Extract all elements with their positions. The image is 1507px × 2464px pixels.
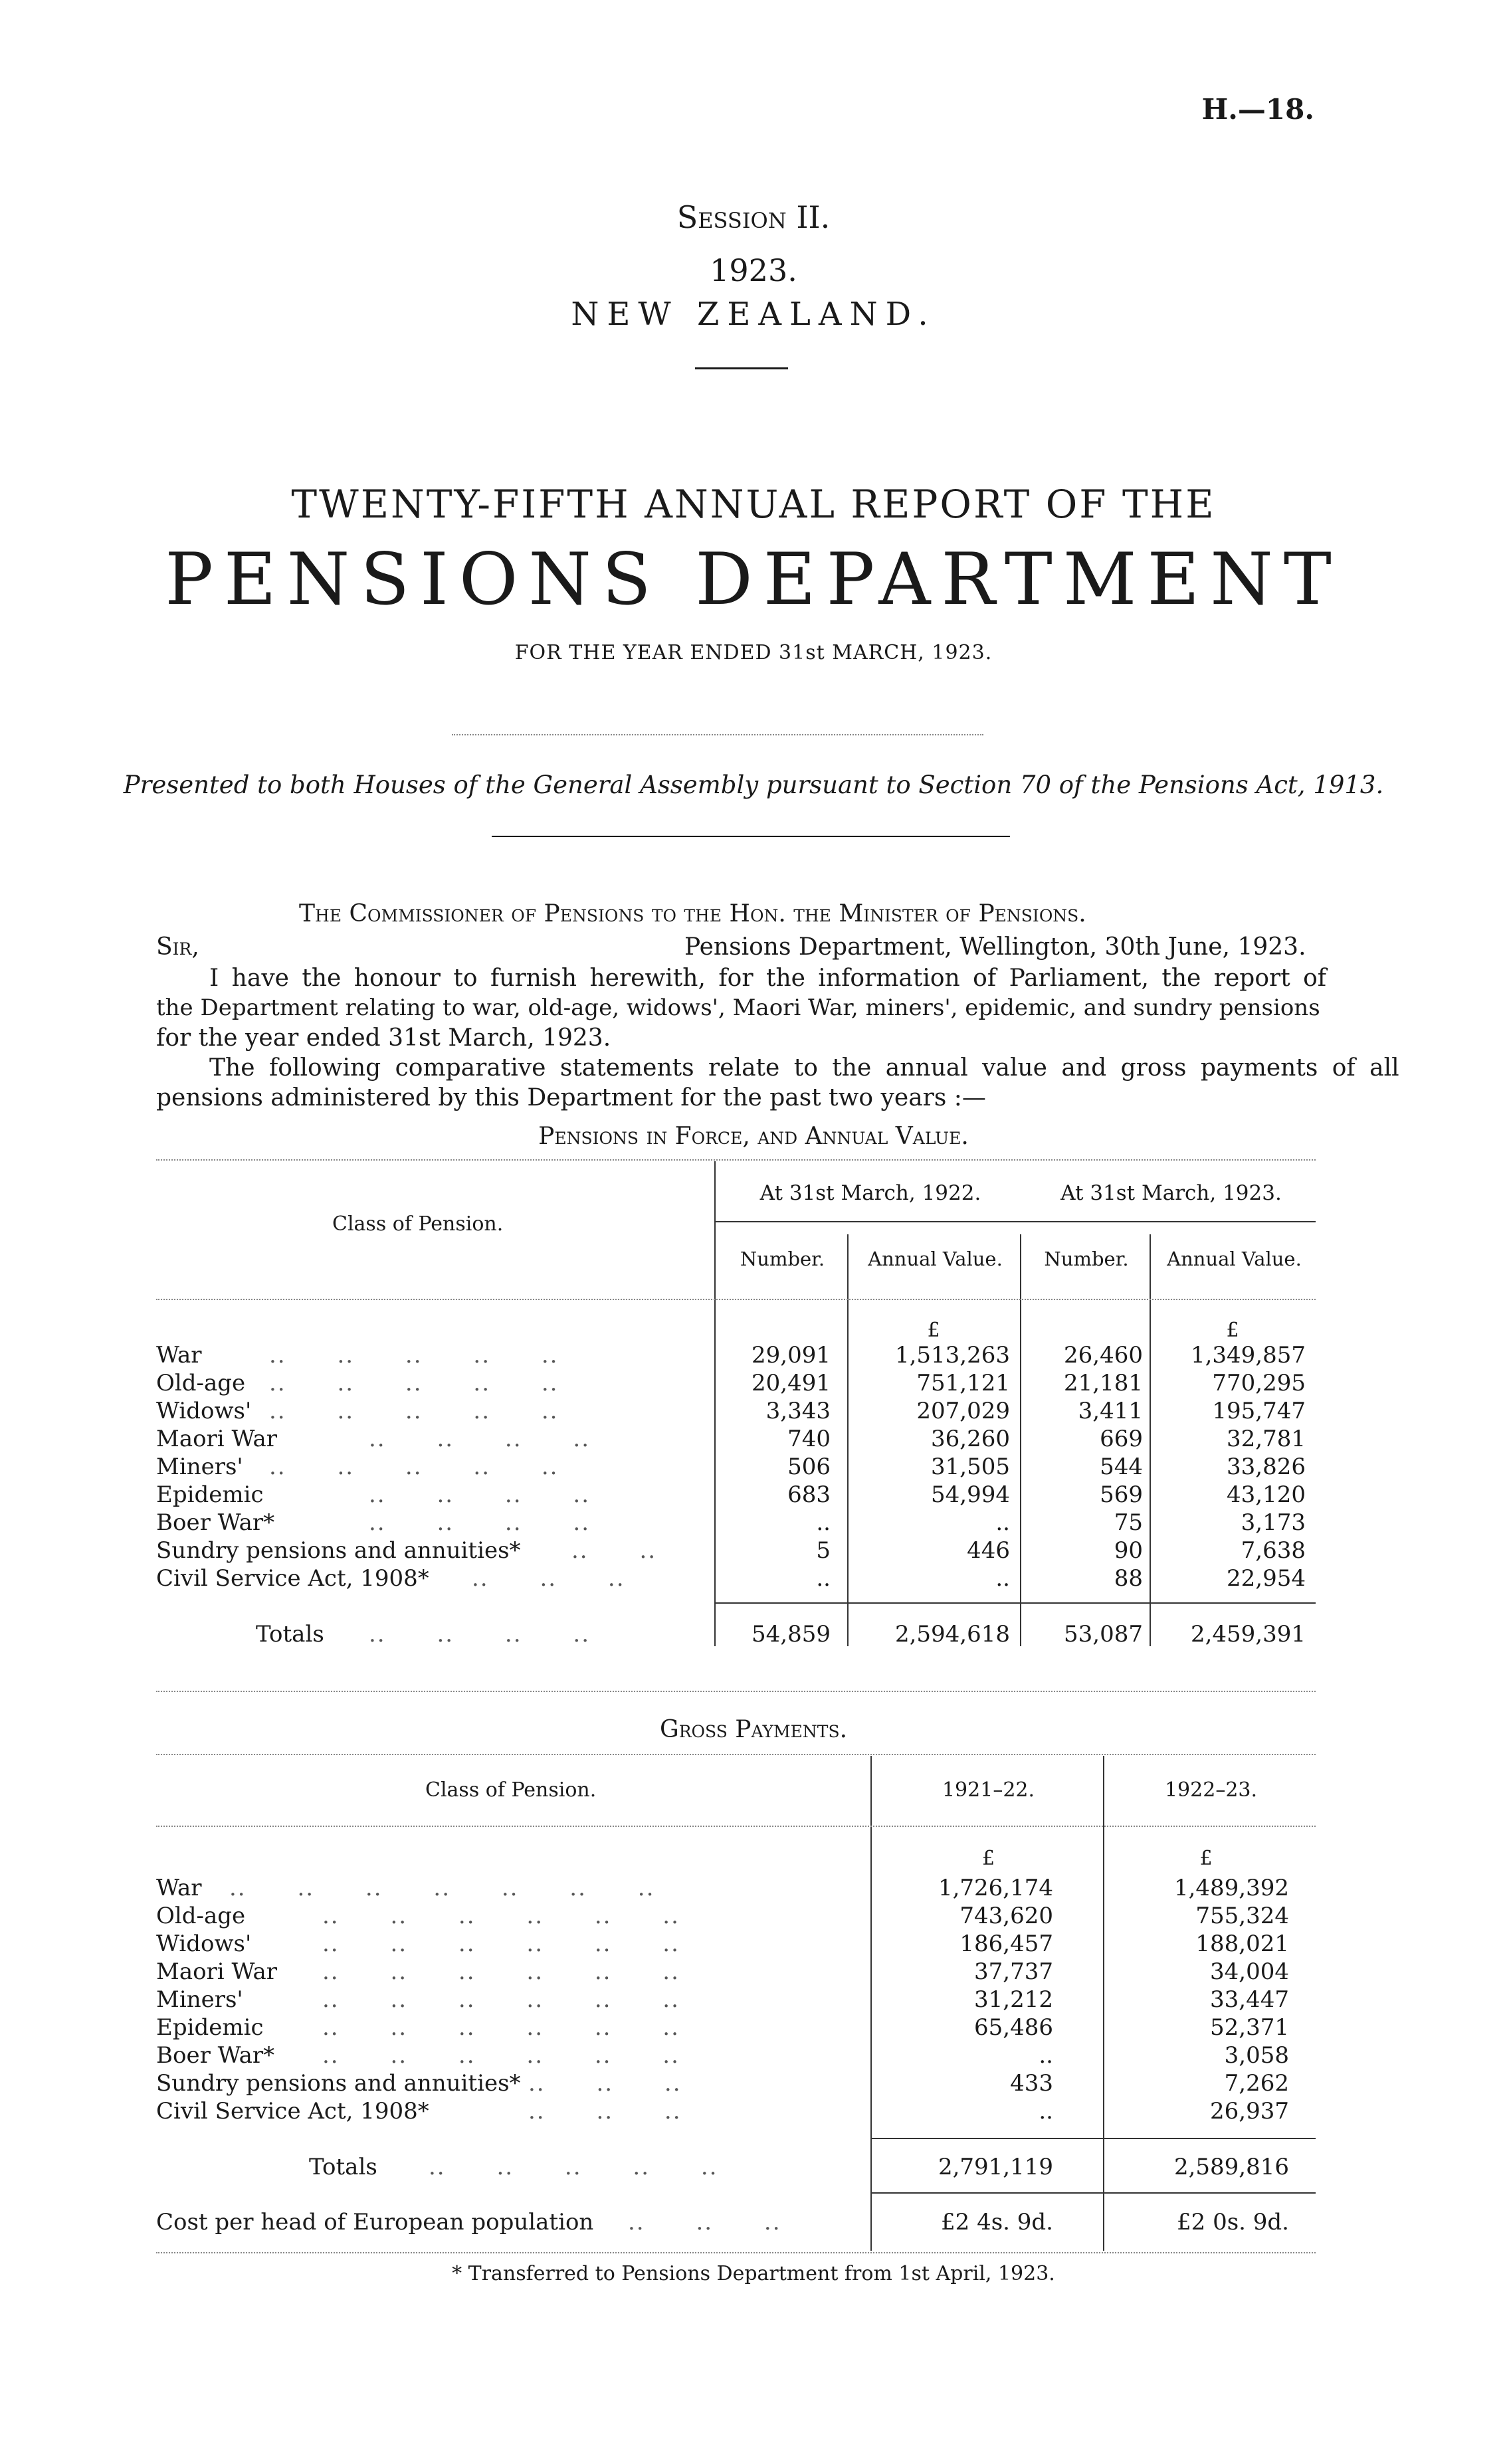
footnote: * Transferred to Pensions Department from 1st April, 1923.: [452, 2262, 1055, 2285]
table2-value-1921-22: ..: [1039, 2098, 1053, 2125]
table1-value-1923: 33,826: [1227, 1454, 1306, 1480]
table1-number-1923: 3,411: [1078, 1398, 1143, 1424]
table2-cost-label: Cost per head of European population: [156, 2209, 594, 2235]
table1-col-number-1923: Number.: [1044, 1248, 1129, 1270]
table2-value-1921-22: 186,457: [959, 1931, 1053, 1957]
table1-value-1922: ..: [995, 1565, 1010, 1592]
table2-value-1922-23: 1,489,392: [1173, 1875, 1289, 1901]
table1-row-label: Civil Service Act, 1908*: [156, 1565, 429, 1592]
table1-row-label: Boer War*: [156, 1509, 275, 1536]
table2-totals-label: Totals: [309, 2154, 377, 2180]
table1-col-number-1922: Number.: [740, 1248, 825, 1270]
table1-value-1922: ..: [995, 1509, 1010, 1536]
presented-note: Presented to both Houses of the General Assembly pursuant to Section 70 of the Pensions Act, 1913.: [123, 771, 1384, 799]
table2-value-1921-22: 433: [1010, 2070, 1053, 2097]
header-divider: [695, 367, 788, 369]
table1-value-1923: 195,747: [1212, 1398, 1306, 1424]
table1-value-1922: 54,994: [931, 1481, 1010, 1508]
table1-total-number-1923: 53,087: [1064, 1621, 1143, 1648]
table1-value-1922: 207,029: [916, 1398, 1010, 1424]
document-reference: H.—18.: [1201, 93, 1314, 126]
table2-value-1922-23: 33,447: [1210, 1986, 1289, 2013]
table2-value-1921-22: 65,486: [974, 2014, 1053, 2041]
table2-value-1921-22: 743,620: [959, 1903, 1053, 1929]
table2-row-label: Maori War: [156, 1958, 278, 1985]
table2-value-1922-23: 26,937: [1210, 2098, 1289, 2125]
title-line-3: FOR THE YEAR ENDED 31st MARCH, 1923.: [514, 641, 993, 664]
table1-number-1922: 5: [816, 1537, 831, 1564]
table2-currency-1921-22: £: [981, 1847, 995, 1870]
table2-value-1922-23: 7,262: [1224, 2070, 1289, 2097]
table2-row-label: Old-age: [156, 1903, 246, 1929]
table1-totals-rule: [714, 1602, 1316, 1604]
table1-number-1922: 740: [787, 1426, 831, 1452]
country-name: NEW ZEALAND.: [571, 296, 936, 333]
table2-row-label: Civil Service Act, 1908*: [156, 2098, 429, 2125]
table1-currency-1923: £: [1226, 1319, 1239, 1342]
table1-number-1922: ..: [816, 1565, 831, 1592]
table2-class-header: Class of Pension.: [425, 1778, 597, 1802]
table1-value-1923: 22,954: [1227, 1565, 1306, 1592]
letter-address: The Commissioner of Pensions to the Hon. the Minister of Pensions.: [299, 900, 1086, 927]
table1-divider: [1150, 1234, 1151, 1646]
table1-row-label: Widows': [156, 1398, 252, 1424]
table1-top-rule: [156, 1159, 1316, 1161]
table2-total-1922-23: 2,589,816: [1173, 2154, 1289, 2180]
title-divider: [452, 734, 983, 735]
table1-number-1923: 669: [1100, 1426, 1143, 1452]
table2-divider: [870, 1756, 872, 2251]
table1-bottom-rule: [156, 1691, 1316, 1692]
table2-value-1922-23: 3,058: [1224, 2042, 1289, 2069]
table1-group-rule: [714, 1221, 1316, 1222]
table1-value-1923: 32,781: [1227, 1426, 1306, 1452]
table2-divider: [1103, 1756, 1104, 2251]
table1-number-1922: 3,343: [765, 1398, 831, 1424]
table1-class-header: Class of Pension.: [332, 1212, 504, 1236]
table1-value-1922: 1,513,263: [894, 1342, 1010, 1369]
table2-value-1921-22: 1,726,174: [938, 1875, 1053, 1901]
table1-value-1922: 446: [967, 1537, 1010, 1564]
table1-number-1922: 506: [787, 1454, 831, 1480]
table1-number-1922: 20,491: [752, 1370, 831, 1396]
table2-value-1922-23: 34,004: [1210, 1958, 1289, 1985]
table1-value-1922: 751,121: [916, 1370, 1010, 1396]
table1-number-1923: 88: [1114, 1565, 1143, 1592]
table1-value-1923: 770,295: [1212, 1370, 1306, 1396]
report-year: 1923.: [710, 252, 797, 288]
table2-cost-1921-22: £2 4s. 9d.: [941, 2209, 1053, 2235]
table2-title: Gross Payments.: [659, 1716, 848, 1743]
table1-value-1923: 3,173: [1241, 1509, 1306, 1536]
table1-number-1923: 569: [1100, 1481, 1143, 1508]
table2-value-1922-23: 188,021: [1195, 1931, 1289, 1957]
table1-value-1923: 7,638: [1241, 1537, 1306, 1564]
table1-value-1922: 36,260: [931, 1426, 1010, 1452]
table2-cost-rule: [870, 2192, 1316, 2194]
table1-number-1923: 21,181: [1064, 1370, 1143, 1396]
letter-paragraph-2-line-1: The following comparative statements relate to the annual value and gross payments of all: [209, 1054, 1399, 1082]
table2-value-1921-22: 31,212: [974, 1986, 1053, 2013]
table1-totals-label: Totals: [256, 1621, 324, 1648]
table2-cost-1922-23: £2 0s. 9d.: [1177, 2209, 1289, 2235]
table2-row-label: Epidemic: [156, 2014, 264, 2041]
session-label: Session II.: [676, 199, 831, 235]
letter-paragraph-1-line-3: for the year ended 31st March, 1923.: [156, 1024, 611, 1052]
table2-bottom-rule: [156, 2252, 1316, 2253]
table2-total-1921-22: 2,791,119: [938, 2154, 1053, 2180]
table1-number-1922: 683: [787, 1481, 831, 1508]
table2-row-label: Miners': [156, 1986, 243, 2013]
table1-currency-1922: £: [927, 1319, 940, 1342]
table2-value-1921-22: ..: [1039, 2042, 1053, 2069]
table1-header-rule: [156, 1299, 1316, 1300]
table1-row-label: Miners': [156, 1454, 243, 1480]
table1-col-value-1923: Annual Value.: [1167, 1248, 1302, 1270]
table1-number-1923: 90: [1114, 1537, 1143, 1564]
table2-header-rule: [156, 1826, 1316, 1827]
table2-totals-rule: [870, 2138, 1316, 2139]
table1-number-1923: 544: [1100, 1454, 1143, 1480]
table2-row-label: Boer War*: [156, 2042, 275, 2069]
table2-row-label: War: [156, 1875, 202, 1901]
table1-row-label: Maori War: [156, 1426, 278, 1452]
table1-value-1923: 1,349,857: [1190, 1342, 1306, 1369]
table2-currency-1922-23: £: [1199, 1847, 1213, 1870]
table1-total-value-1922: 2,594,618: [894, 1621, 1010, 1648]
table2-top-rule: [156, 1754, 1316, 1755]
table1-number-1922: 29,091: [752, 1342, 831, 1369]
table1-number-1923: 75: [1114, 1509, 1143, 1536]
table2-col-1922-23: 1922–23.: [1164, 1778, 1258, 1802]
presented-divider: [492, 836, 1010, 837]
table1-row-label: War: [156, 1342, 202, 1369]
table2-value-1922-23: 755,324: [1195, 1903, 1289, 1929]
table1-col-value-1922: Annual Value.: [868, 1248, 1003, 1270]
table1-title: Pensions in Force, and Annual Value.: [538, 1123, 969, 1150]
table1-value-1922: 31,505: [931, 1454, 1010, 1480]
table1-row-label: Epidemic: [156, 1481, 264, 1508]
table1-divider: [847, 1234, 849, 1646]
table1-value-1923: 43,120: [1227, 1481, 1306, 1508]
table2-row-label: Widows': [156, 1931, 252, 1957]
table2-value-1922-23: 52,371: [1210, 2014, 1289, 2041]
letter-paragraph-2-line-2: pensions administered by this Department for the past two years :—: [156, 1084, 986, 1111]
table1-total-value-1923: 2,459,391: [1190, 1621, 1306, 1648]
table1-number-1923: 26,460: [1064, 1342, 1143, 1369]
table1-row-label: Old-age: [156, 1370, 246, 1396]
table1-row-label: Sundry pensions and annuities*: [156, 1537, 521, 1564]
title-line-1: TWENTY-FIFTH ANNUAL REPORT OF THE: [291, 482, 1216, 527]
table1-number-1922: ..: [816, 1509, 831, 1536]
table1-total-number-1922: 54,859: [752, 1621, 831, 1648]
letter-paragraph-1-line-2: the Department relating to war, old-age, widows', Maori War, miners', epidemic, and sundry pensions: [156, 995, 1320, 1021]
title-line-2: PENSIONS DEPARTMENT: [165, 538, 1342, 621]
letter-salutation: Sir,: [156, 933, 199, 961]
table2-value-1921-22: 37,737: [974, 1958, 1053, 1985]
table2-row-label: Sundry pensions and annuities*: [156, 2070, 521, 2097]
table2-col-1921-22: 1921–22.: [942, 1778, 1035, 1802]
letter-paragraph-1-line-1: I have the honour to furnish herewith, for the information of Parliament, the report of: [209, 965, 1327, 992]
letter-place-date: Pensions Department, Wellington, 30th June, 1923.: [684, 933, 1306, 961]
table1-group-1922: At 31st March, 1922.: [759, 1181, 981, 1205]
table1-group-1923: At 31st March, 1923.: [1060, 1181, 1282, 1205]
